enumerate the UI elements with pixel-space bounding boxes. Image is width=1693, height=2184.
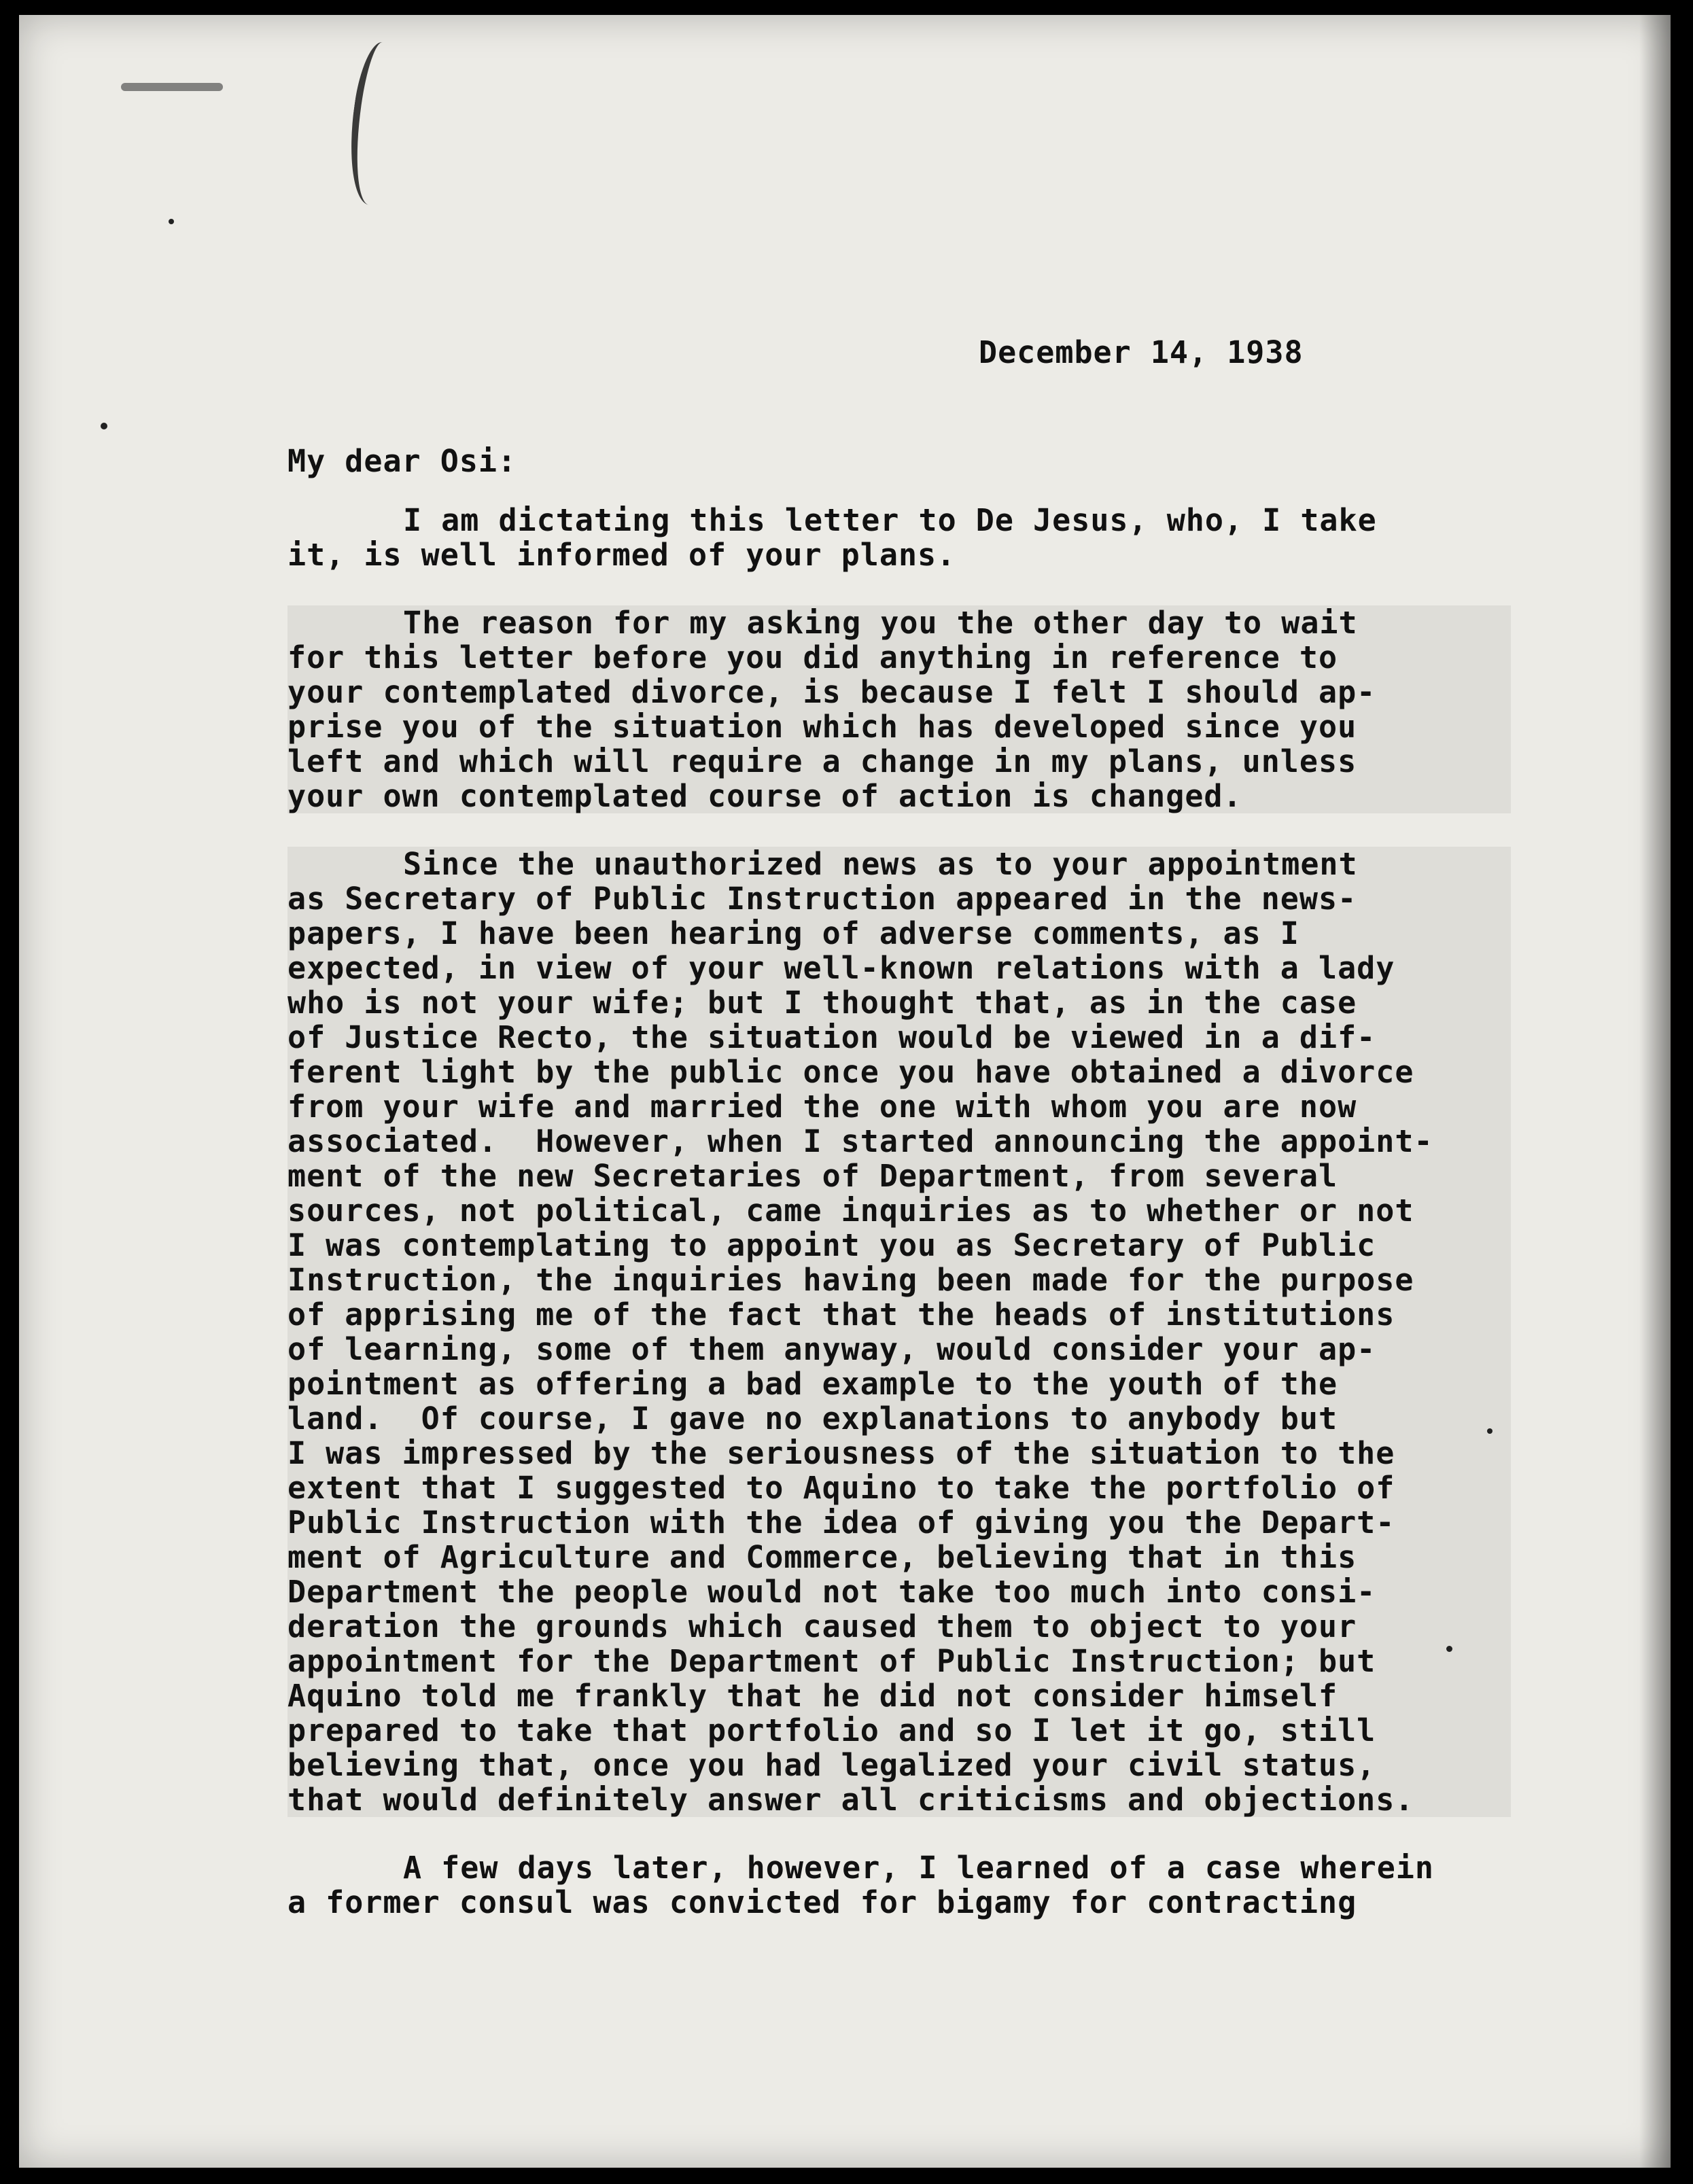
text-line: your own contemplated course of action is changed. [287, 778, 1242, 814]
paragraph [287, 605, 1511, 813]
letter-salutation: My dear Osi: [287, 443, 517, 479]
letter-body [287, 503, 1511, 1953]
text-line: Since the unauthorized news as to your appointment [403, 846, 1358, 882]
text-line: believing that, once you had legalized your civil status, [287, 1747, 1376, 1783]
text-line: I was impressed by the seriousness of the situation to the [287, 1435, 1395, 1471]
paragraph [287, 503, 1511, 572]
text-line: A few days later, however, I learned of a case wherein [403, 1850, 1434, 1886]
text-line: extent that I suggested to Aquino to take the portfolio of [287, 1470, 1395, 1506]
text-line: papers, I have been hearing of adverse comments, as I [287, 915, 1299, 951]
text-line: expected, in view of your well-known relations with a lady [287, 950, 1395, 986]
text-line: for this letter before you did anything in reference to [287, 639, 1338, 675]
text-line: Public Instruction with the idea of giving you the Depart- [287, 1504, 1395, 1540]
text-line: Aquino told me frankly that he did not consider himself [287, 1678, 1338, 1714]
text-line: appointment for the Department of Public Instruction; but [287, 1643, 1376, 1679]
text-line: your contemplated divorce, is because I felt I should ap- [287, 674, 1376, 710]
typed-letter [19, 15, 1671, 2168]
text-line: prepared to take that portfolio and so I let it go, still [287, 1712, 1376, 1748]
text-line: Instruction, the inquiries having been made for the purpose [287, 1262, 1414, 1298]
text-line: of Justice Recto, the situation would be viewed in a dif- [287, 1019, 1376, 1055]
text-line: ferent light by the public once you have obtained a divorce [287, 1054, 1414, 1090]
paragraph [287, 847, 1511, 1817]
text-line: deration the grounds which caused them to object to your [287, 1608, 1357, 1644]
text-line: I was contemplating to appoint you as Secretary of Public [287, 1227, 1376, 1263]
text-line: a former consul was convicted for bigamy for contracting [287, 1884, 1357, 1920]
text-line: who is not your wife; but I thought that, as in the case [287, 985, 1357, 1021]
text-line: sources, not political, came inquiries as to whether or not [287, 1193, 1414, 1229]
text-line: Department the people would not take too much into consi- [287, 1574, 1376, 1610]
text-line: prise you of the situation which has developed since you [287, 709, 1357, 745]
text-line: land. Of course, I gave no explanations to anybody but [287, 1401, 1338, 1437]
text-line: of apprising me of the fact that the heads of institutions [287, 1297, 1395, 1333]
text-line: ment of the new Secretaries of Department, from several [287, 1158, 1338, 1194]
text-line: pointment as offering a bad example to the youth of the [287, 1366, 1338, 1402]
paragraph [287, 1850, 1511, 1920]
letter-paper [19, 15, 1671, 2168]
text-line: associated. However, when I started announcing the appoint- [287, 1123, 1433, 1159]
text-line: of learning, some of them anyway, would consider your ap- [287, 1331, 1376, 1367]
letter-date: December 14, 1938 [979, 334, 1304, 370]
text-line: ment of Agriculture and Commerce, believing that in this [287, 1539, 1357, 1575]
text-line: The reason for my asking you the other day to wait [403, 605, 1358, 641]
text-line: left and which will require a change in my plans, unless [287, 743, 1357, 779]
text-line: that would definitely answer all criticisms and objections. [287, 1782, 1414, 1818]
text-line: it, is well informed of your plans. [287, 537, 956, 573]
text-line: as Secretary of Public Instruction appeared in the news- [287, 881, 1357, 917]
text-line: from your wife and married the one with whom you are now [287, 1089, 1357, 1125]
text-line: I am dictating this letter to De Jesus, who, I take [403, 502, 1377, 538]
